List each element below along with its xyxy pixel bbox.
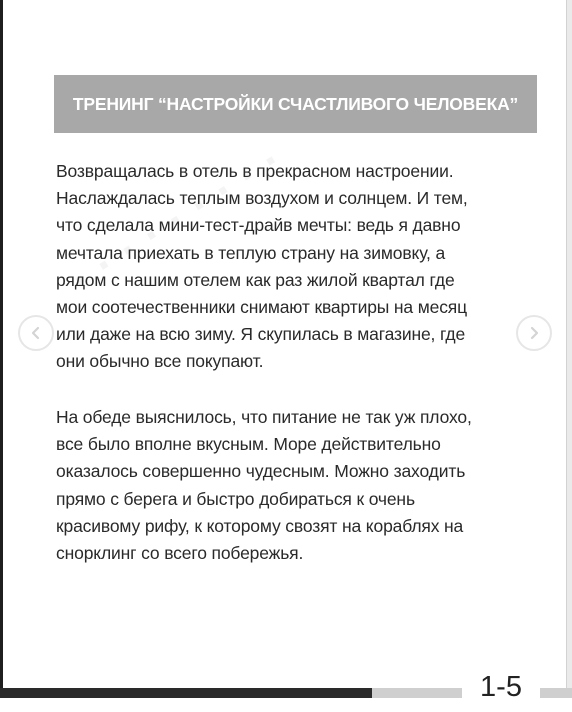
title-banner [54, 75, 537, 133]
viewer-left-edge [0, 0, 3, 688]
paragraph-2: На обеде выяснилось, что питание не так уж плохо, все было вполне вкусным. Море действительно оказалось совершенно чудесным. Можно заходить прямо с берега и быстро добираться к очень красивому рифу, к которому свозят на кораблях на снорклинг со всего побережья. [56, 407, 472, 564]
page-counter: 1-5 [462, 668, 540, 706]
chevron-left-icon [29, 326, 43, 340]
next-slide-button[interactable] [516, 315, 552, 351]
previous-slide-button[interactable] [18, 315, 54, 351]
chevron-right-icon [527, 326, 541, 340]
progress-fill [0, 688, 372, 698]
page-title: ТРЕНИНГ “НАСТРОЙКИ СЧАСТЛИВОГО ЧЕЛОВЕКА” [72, 93, 519, 114]
paragraph-1: Возвращалась в отель в прекрасном настроении. Наслаждалась теплым воздухом и солнцем. И тем, что сделала мини-тест-драйв мечты: ведь я давно мечтала приехать в теплую страну на зимовку, а рядом с нашим отелем как раз жилой квартал где мои соотечественники снимают квартиры на месяц или даже на всю зиму. Я скупилась в магазине, где они обычно все покупают. [56, 161, 468, 372]
viewer-scrollbar[interactable] [566, 0, 572, 688]
